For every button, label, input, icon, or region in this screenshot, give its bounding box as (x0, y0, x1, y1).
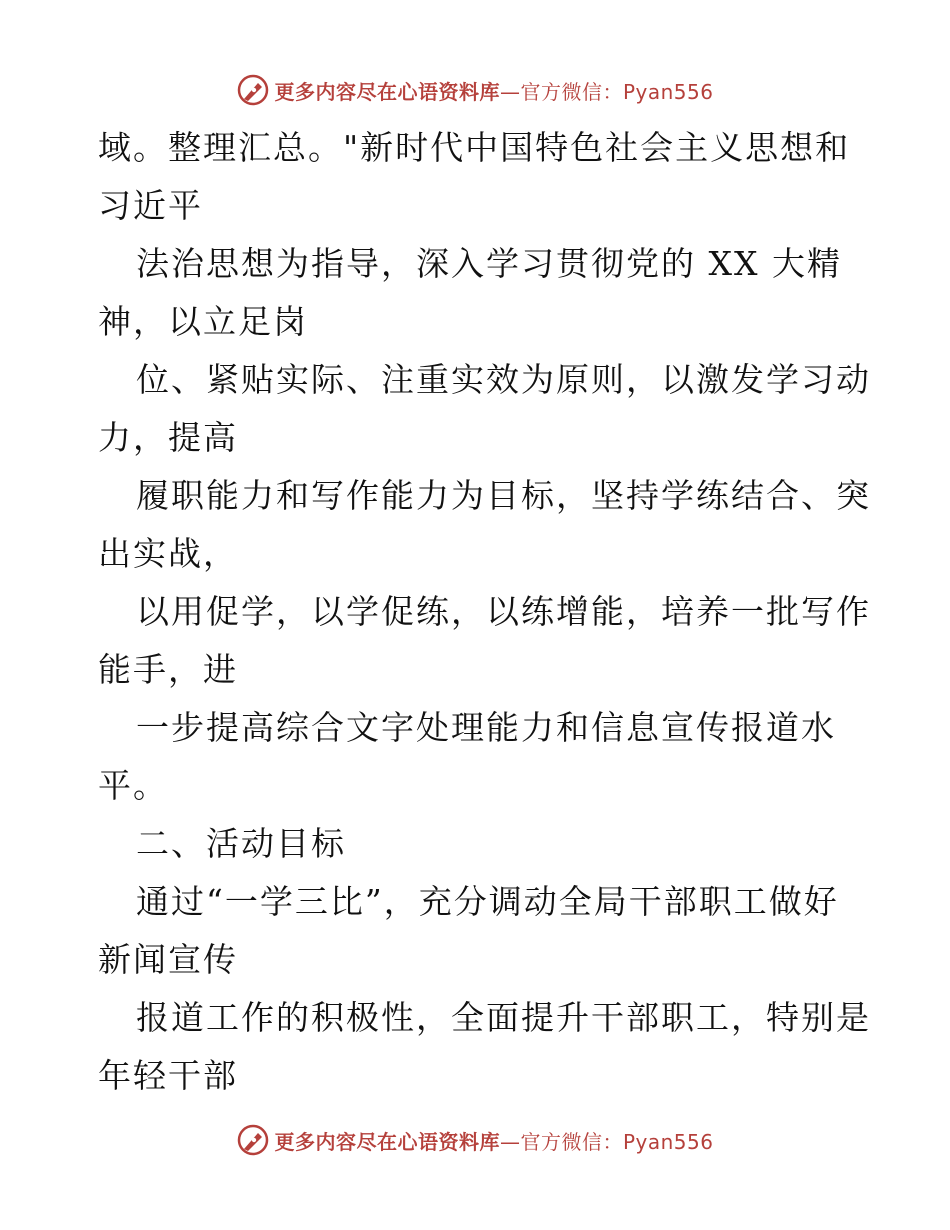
header-banner-contact: 官方微信：Pyan556 (520, 79, 714, 104)
text-line-8: 出实战， (98, 534, 238, 573)
footer-banner-text (274, 1126, 713, 1155)
text-line-9: 以用促学，以学促练，以练增能，培养一批写作 (136, 592, 871, 631)
footer-banner-brand: 更多内容尽在心语资料库 (274, 1129, 500, 1154)
text-line-11: 一步提高综合文字处理能力和信息宣传报道水 (136, 708, 836, 747)
text-line-12: 平。 (98, 766, 168, 805)
text-line-15: 新闻宣传 (98, 940, 238, 979)
text-line-3: 法治思想为指导，深入学习贯彻党的 XX 大精 (136, 244, 842, 283)
text-line-4: 神，以立足岗 (98, 302, 308, 341)
text-line-7: 履职能力和写作能力为目标，坚持学练结合、突 (136, 476, 871, 515)
text-line-10: 能手，进 (98, 650, 238, 689)
text-line-17: 年轻干部 (98, 1056, 238, 1095)
text-line-2: 习近平 (98, 186, 203, 225)
text-line-6: 力，提高 (98, 418, 238, 457)
footer-banner-contact: 官方微信：Pyan556 (520, 1129, 714, 1154)
pen-nib-circle-icon (236, 1123, 270, 1157)
section-heading: 二、活动目标 (136, 824, 346, 863)
text-line-5: 位、紧贴实际、注重实效为原则，以激发学习动 (136, 360, 871, 399)
header-banner-separator: — (499, 79, 521, 104)
text-line-1: 域。整理汇总。"新时代中国特色社会主义思想和 (98, 128, 851, 167)
header-banner-brand: 更多内容尽在心语资料库 (274, 79, 500, 104)
footer-watermark-banner (0, 1120, 950, 1160)
text-line-16: 报道工作的积极性，全面提升干部职工，特别是 (136, 998, 871, 1037)
text-line-14: 通过“一学三比”，充分调动全局干部职工做好 (136, 882, 839, 921)
footer-banner-separator: — (499, 1129, 521, 1154)
